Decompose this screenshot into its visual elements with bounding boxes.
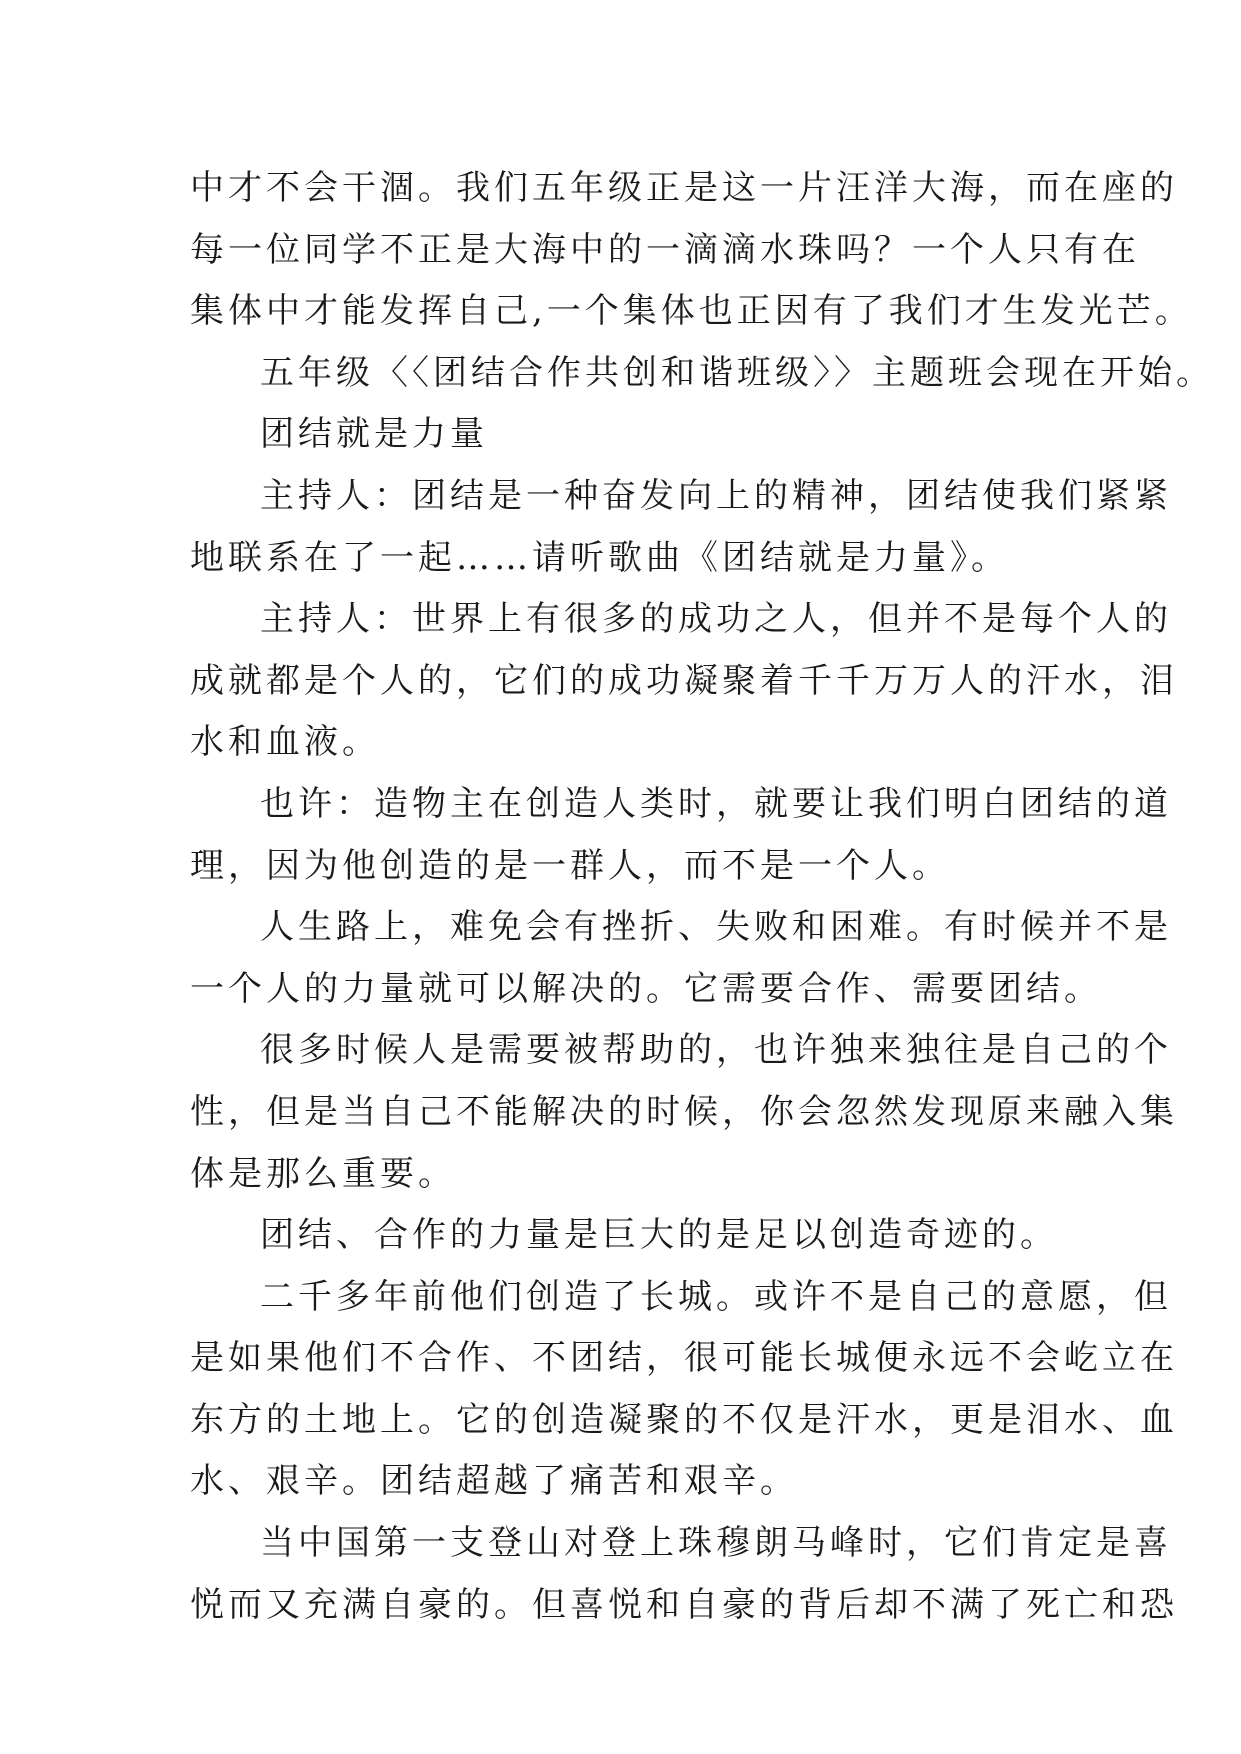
- text-line: 理，因为他创造的是一群人，而不是一个人。: [190, 845, 950, 886]
- text-line: 也许：造物主在创造人类时，就要让我们明白团结的道: [260, 783, 1172, 824]
- text-line: 是如果他们不合作、不团结，很可能长城便永远不会屹立在: [190, 1338, 1178, 1379]
- text-line: 悦而又充满自豪的。但喜悦和自豪的背后却不满了死亡和恐: [190, 1584, 1178, 1625]
- text-line: 团结、合作的力量是巨大的是足以创造奇迹的。: [260, 1215, 1058, 1256]
- text-line: 中才不会干涸。我们五年级正是这一片汪洋大海，而在座的: [190, 168, 1178, 208]
- text-line: 成就都是个人的，它们的成功凝聚着千千万万人的汗水，泪: [190, 660, 1178, 701]
- text-line: 集体中才能发挥自己,一个集体也正因有了我们才生发光芒。: [190, 291, 1193, 332]
- text-line: 五年级〈〈团结合作共创和谐班级〉〉主题班会现在开始。: [260, 352, 1214, 393]
- text-line: 主持人：团结是一种奋发向上的精神，团结使我们紧紧: [260, 475, 1172, 516]
- text-line: 水、艰辛。团结超越了痛苦和艰辛。: [190, 1461, 798, 1502]
- text-line: 很多时候人是需要被帮助的，也许独来独往是自己的个: [260, 1030, 1172, 1071]
- section-heading: 团结就是力量: [260, 414, 488, 455]
- text-line: 每一位同学不正是大海中的一滴滴水珠吗？一个人只有在: [190, 229, 1140, 270]
- text-line: 东方的土地上。它的创造凝聚的不仅是汗水，更是泪水、血: [190, 1399, 1178, 1440]
- text-line: 一个人的力量就可以解决的。它需要合作、需要团结。: [190, 968, 1102, 1009]
- text-line: 水和血液。: [190, 722, 380, 763]
- text-line: 体是那么重要。: [190, 1153, 456, 1194]
- text-line: 主持人：世界上有很多的成功之人，但并不是每个人的: [260, 599, 1172, 640]
- text-line: 当中国第一支登山对登上珠穆朗马峰时，它们肯定是喜: [260, 1523, 1172, 1564]
- body-text: [190, 158, 1214, 1636]
- text-line: 二千多年前他们创造了长城。或许不是自己的意愿，但: [260, 1276, 1172, 1317]
- text-line: 地联系在了一起……请听歌曲《团结就是力量》。: [190, 537, 1009, 578]
- text-line: 人生路上，难免会有挫折、失败和困难。有时候并不是: [260, 907, 1172, 948]
- text-line: 性，但是当自己不能解决的时候，你会忽然发现原来融入集: [190, 1091, 1178, 1132]
